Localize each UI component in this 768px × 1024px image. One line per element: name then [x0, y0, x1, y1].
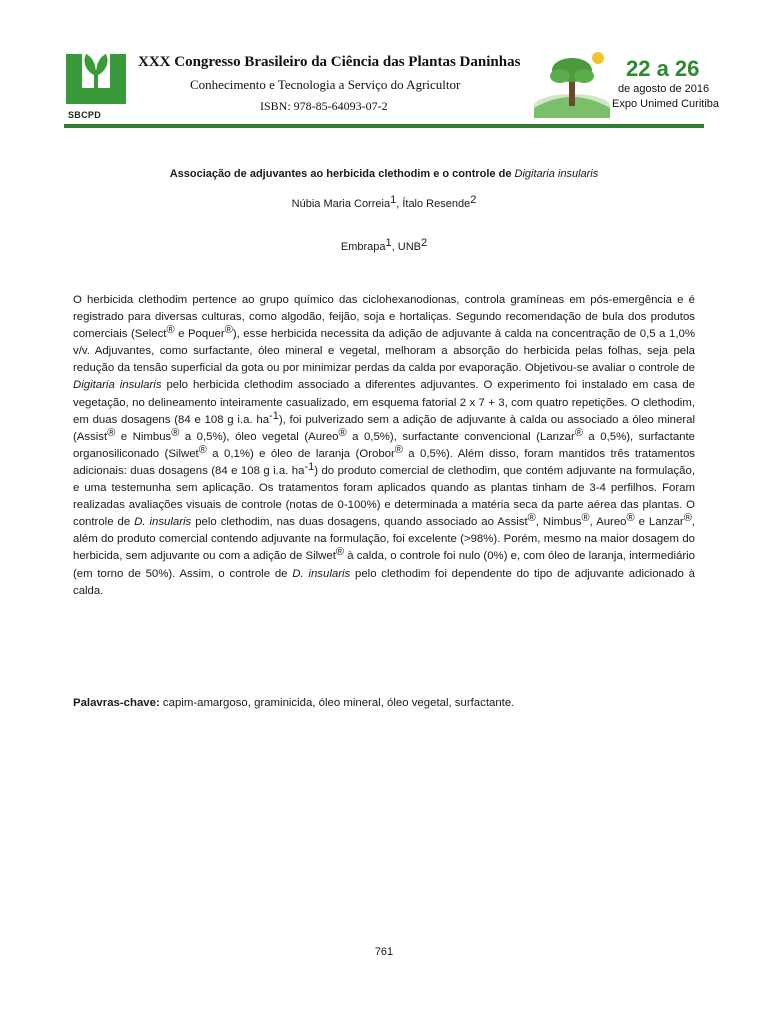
author-name: Núbia Maria Correia [291, 198, 391, 210]
abstract-italic-text: D. insularis [292, 567, 351, 580]
keywords-line [73, 697, 695, 709]
abstract-superscript: ® [527, 512, 536, 525]
paper-title [0, 168, 768, 180]
congress-subtitle: Conhecimento e Tecnologia a Serviço do Agricultor [190, 77, 461, 92]
page-number: 761 [374, 946, 394, 958]
tree-emblem-icon [532, 46, 612, 118]
keywords-label: Palavras-chave: [73, 697, 160, 709]
author-name: Ítalo Resende [402, 198, 471, 210]
abstract-text: , Nimbus [535, 516, 582, 529]
abstract-text: a 0,5%), óleo vegetal (Aureo [179, 430, 339, 443]
abstract-superscript: -1 [269, 409, 279, 422]
title-species: Digitaria insularis [514, 168, 599, 180]
abstract-superscript: ® [166, 324, 175, 337]
affiliation: UNB [397, 241, 421, 253]
abstract-superscript: ® [626, 512, 635, 525]
congress-title: XXX Congresso Brasileiro da Ciência das Plantas Daninhas [138, 54, 521, 70]
affiliation-mark: 1 [385, 237, 392, 249]
sprout-logo-icon [64, 46, 128, 110]
abstract-text: pelo clethodim, nas duas dosagens, quando associado ao Assist [191, 516, 528, 529]
abstract-text: pelo clethodim foi dependente do tipo de adjuvante adicionado à calda. [73, 567, 695, 597]
abstract-superscript: ® [335, 546, 345, 559]
abstract-superscript: -1 [304, 460, 315, 473]
abstract-superscript: ® [581, 512, 590, 525]
keywords-list: capim-amargoso, graminicida, óleo mineral, óleo vegetal, surfactante. [159, 697, 515, 709]
abstract-superscript: ® [338, 426, 347, 439]
abstract-text: pelo herbicida clethodim associado a diferentes adjuvantes. O experimento foi instalado em casa de vegetação, no delineamento inteiramente casualizado, em esquema fatorial 2 x 7 + 3, com quatro repetições. O clethodim, em duas dosagens (84 e 108 g i.a. ha [73, 379, 695, 426]
abstract-italic-text: D. insularis [134, 516, 192, 529]
abstract-text: a 0,1%) e óleo de laranja (Orobor [206, 447, 395, 460]
author-separator: , [396, 198, 403, 210]
event-month: de agosto de 2016 [618, 83, 710, 95]
abstract-superscript: ® [107, 426, 116, 439]
abstract-text: e Poquer [174, 328, 225, 341]
abstract-text: e Nimbus [115, 430, 172, 443]
author-affil-mark: 2 [470, 194, 477, 206]
abstract-superscript: ® [224, 324, 233, 337]
conference-header [64, 42, 719, 126]
abstract-superscript: ® [574, 426, 583, 439]
abstract-text: ), esse herbicida necessita da adição de adjuvante à calda na concentração de 0,5 a 1,0% v/v. Adjuvantes, como surfactante, óleo mineral e vegetal, melhoram a absorção do herbicida pelas folhas, seja pela redução da tensão superficial da gota ou por minimizar perdas da calda por evaporação. Objetivou-se avaliar o controle de [73, 328, 695, 375]
logo-text: SBCPD [68, 110, 102, 120]
sbcpd-logo [64, 46, 128, 120]
affiliation: Embrapa [340, 241, 386, 253]
abstract-text: a 0,5%), surfactante organosiliconado (Silwet [73, 430, 696, 460]
affiliation-separator: , [391, 241, 398, 253]
abstract-text: , além do produto comercial contendo adjuvante na formulação, foi excelente (>98%). Porém, mesmo na maior dosagem do herbicida, sem adjuvante ou com a adição de Silwet [73, 516, 695, 563]
abstract-superscript: ® [198, 443, 207, 456]
event-dates: 22 a 26 [626, 56, 700, 81]
abstract-body [73, 292, 695, 600]
title-text: Associação de adjuvantes ao herbicida clethodim e o controle de [169, 168, 515, 180]
event-venue: Expo Unimed Curitiba [612, 98, 719, 110]
abstract-text: à calda, o controle foi nulo (0%) e, com óleo de laranja, intermediário (em torno de 50%). Assim, o controle de [73, 550, 695, 580]
affiliation-mark: 2 [421, 237, 428, 249]
abstract-italic-text: Digitaria insularis [73, 379, 162, 392]
abstract-text: ) do produto comercial de clethodim, que contém adjuvante na formulação, e uma testemunha sem aplicação. Os tratamentos foram aplicados quando as plantas tinham de 3-4 perfilhos. Foram realizadas avaliações visuais de controle (notas de 0-100%) e determinada a matéria seca da parte aérea das plantas. O controle de [73, 464, 695, 529]
affiliations-line [0, 237, 768, 253]
abstract-text: e Lanzar [634, 516, 684, 529]
abstract-superscript: ® [394, 443, 403, 456]
header-divider [64, 124, 704, 128]
abstract-text: O herbicida clethodim pertence ao grupo químico das ciclohexanodionas, controla gramíneas em pós-emergência e é registrado para diversas culturas, como algodão, feijão, soja e hortaliças. Segundo recomendação de bula dos produtos comerciais (Select [73, 294, 695, 341]
abstract-superscript: ® [683, 512, 692, 525]
abstract-text: a 0,5%), surfactante convencional (Lanzar [346, 430, 575, 443]
abstract-text: ), foi pulverizado sem a adição de adjuvante à calda ou associado a óleo mineral (Assist [73, 413, 695, 443]
abstract-text: a 0,5%). Além disso, foram mantidos três tratamentos adicionais: duas dosagens (84 e 108 g i.a. ha [73, 447, 695, 477]
authors-line [0, 194, 768, 210]
author-affil-mark: 1 [390, 194, 397, 206]
abstract-superscript: ® [171, 426, 180, 439]
abstract-text: , Aureo [589, 516, 627, 529]
isbn: ISBN: 978-85-64093-07-2 [260, 99, 388, 113]
